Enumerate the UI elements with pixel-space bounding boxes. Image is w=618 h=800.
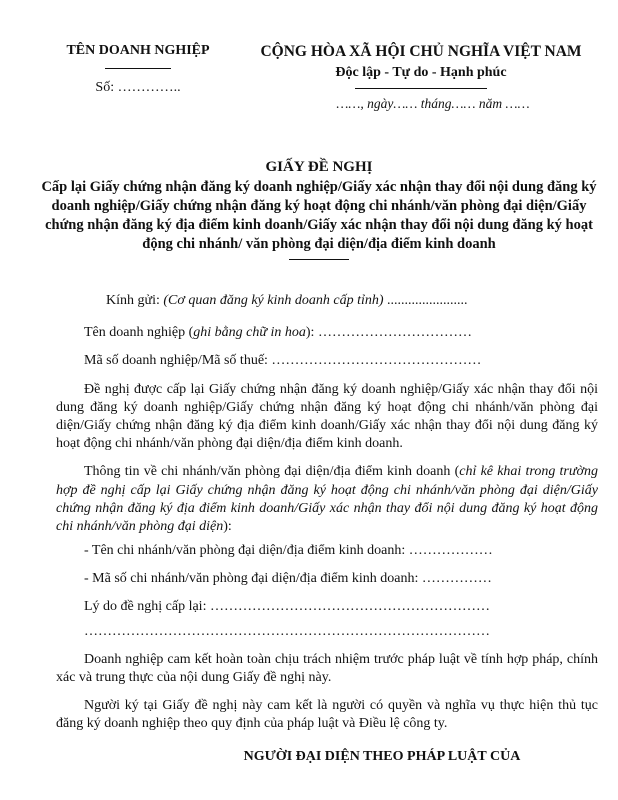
company-name-hint: ghi bằng chữ in hoa [193,325,306,341]
document-body [56,292,598,766]
recipient-dots: ....................... [383,293,468,308]
commitment-paragraph: Doanh nghiệp cam kết hoàn toàn chịu trách nhiệm trước pháp luật về tính hợp pháp, chính xác và trung thực của nội dung Giấy đề nghị này. [56,651,598,685]
branch-code-field: - Mã số chi nhánh/văn phòng đại diện/địa điểm kinh doanh: …………… [84,571,492,587]
nation-name: CỘNG HÒA XÃ HỘI CHỦ NGHĨA VIỆT NAM [260,43,582,60]
branch-name-field: - Tên chi nhánh/văn phòng đại diện/địa điểm kinh doanh: ……………… [84,543,493,559]
request-paragraph: Đề nghị được cấp lại Giấy chứng nhận đăng ký doanh nghiệp/Giấy xác nhận thay đổi nội dung đăng ký doanh nghiệp/Giấy chứng nhận đăng ký hoạt động chi nhánh/văn phòng đại diện/Giấy chứng nhận đăng ký địa điểm kinh doanh/Giấy xác nhận thay đổi nội dung đăng ký hoạt động chi nhánh/văn phòng đại diện/địa điểm kinh doanh. [56,381,598,452]
reason-dots: …………………………………………………………………………… [84,623,490,639]
branch-info-label: Thông tin về chi nhánh/văn phòng đại diện/địa điểm kinh doanh ( [84,464,460,480]
reason-field: Lý do đề nghị cấp lại: …………………………………………………… [84,599,490,615]
tax-code-field: Mã số doanh nghiệp/Mã số thuế: ……………………………………… [84,353,482,369]
branch-info-paragraph [56,463,598,536]
company-name-dots: ): …………………………… [305,325,472,341]
company-underline [105,68,171,69]
document-number: Số: ………….. [95,80,181,96]
national-motto: Độc lập - Tự do - Hạnh phúc [335,65,507,81]
signer-paragraph: Người ký tại Giấy đề nghị này cam kết là người có quyền và nghĩa vụ thực hiện thủ tục đăng ký doanh nghiệp theo quy định của pháp luật và Điều lệ công ty. [56,698,598,732]
company-name: TÊN DOANH NGHIỆP [66,43,210,58]
branch-info-hint: chỉ kê khai trong trường hợp đề nghị cấp lại Giấy chứng nhận đăng ký hoạt động chi nhánh/văn phòng đại diện/Giấy chứng nhận đăng ký địa điểm kinh doanh/Giấy xác nhận thay đổi nội dung đăng ký hoạt động chi nhánh/văn phòng đại diện [56,464,598,534]
company-name-field [56,324,598,342]
recipient-label: Kính gửi: [106,293,164,308]
title-main: GIẤY ĐỀ NGHỊ [265,159,373,175]
signature-title: NGƯỜI ĐẠI DIỆN THEO PHÁP LUẬT CỦA [243,748,521,764]
company-header [48,42,228,97]
motto-underline [355,88,487,89]
title-subtitle: Cấp lại Giấy chứng nhận đăng ký doanh nghiệp/Giấy xác nhận thay đổi nội dung đăng ký doanh nghiệp/Giấy chứng nhận đăng ký hoạt động chi nhánh/văn phòng đại diện/Giấy chứng nhận đăng ký địa điểm kinh doanh/Giấy xác nhận thay đổi nội dung đăng ký hoạt động chi nhánh/ văn phòng đại diện/địa điểm kinh doanh [41,178,597,252]
title-underline [289,259,349,260]
document-title [40,158,598,260]
recipient-value: (Cơ quan đăng ký kinh doanh cấp tỉnh) [163,293,384,308]
date-line: ……, ngày…… tháng…… năm …… [336,96,530,112]
branch-info-tail: ): [223,518,232,534]
national-header [246,42,596,113]
company-name-label: Tên doanh nghiệp ( [84,325,194,341]
recipient-line [56,292,598,310]
